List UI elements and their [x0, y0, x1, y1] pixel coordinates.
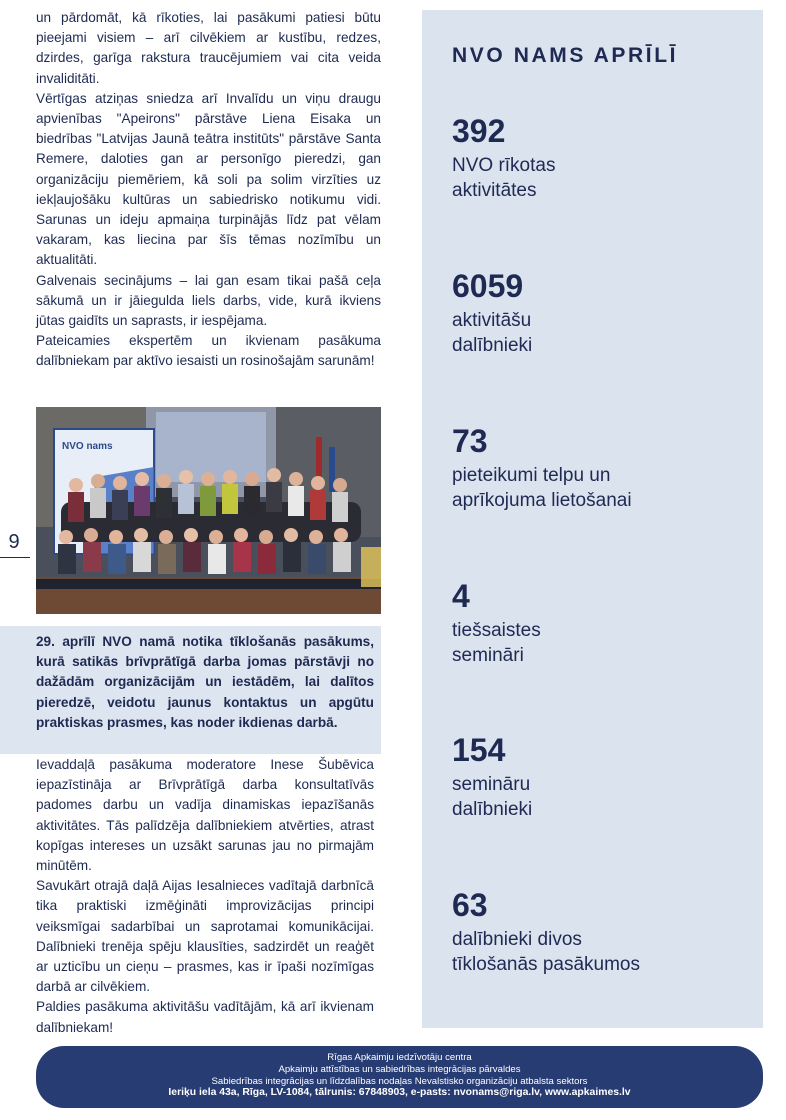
paragraph: un pārdomāt, kā rīkoties, lai pasākumi patiesi būtu pieejami visiem – arī cilvēkiem ar kustību, redzes, dzirdes, garīga rakstura traucējumiem vai cita veida invaliditāti.: [36, 10, 381, 86]
page-number-rule: [0, 557, 30, 558]
stat-item: [452, 887, 752, 977]
article-top-text: [36, 8, 381, 372]
banner-title: NVO nams: [62, 441, 113, 452]
paragraph: Paldies pasākuma aktivitāšu vadītājām, kā arī ikvienam dalībniekam!: [36, 999, 374, 1035]
stat-number: 63: [452, 887, 488, 923]
stat-item: [452, 113, 752, 203]
paragraph: Savukārt otrajā daļā Aijas Iesalnieces vadītajā darbnīcā tika praktiski izmēģināti improvizācijas principi veiksmīgai sadarbībai un saprotamai komunikācijai. Dalībnieki trenēja spēju klausīties, sadzirdēt un reaģēt ar uzticību un cieņu – prasmes, kas ir īpaši nozīmīgas darbā ar cilvēkiem.: [36, 878, 374, 995]
stat-number: 392: [452, 113, 506, 149]
page-number: 9: [8, 531, 20, 553]
sidebar-title: NVO NAMS APRĪLĪ: [452, 44, 679, 67]
stat-number: 73: [452, 423, 488, 459]
stat-item: [452, 268, 752, 358]
stat-number: 4: [452, 578, 470, 614]
footer-line: Rīgas Apkaimju iedzīvotāju centra: [327, 1052, 472, 1063]
stat-item: [452, 423, 752, 513]
paragraph: Ievaddaļā pasākuma moderatore Inese Šubēvica iepazīstināja ar Brīvprātīgā darba konsultatīvās padomes darbu un vadīja dinamiskas iepazīšanās aktivitātes. Tās palīdzēja dalībniekiem atvērties, atrast kopīgas intereses un uzsākt sarunas jau no pirmajām minūtēm.: [36, 757, 374, 874]
stat-label: NVO rīkotas aktivitātes: [452, 155, 556, 201]
stat-label: semināru dalībnieki: [452, 774, 533, 820]
footer-line: Apkaimju attīstības un sabiedrības integrācijas pārvaldes: [278, 1063, 521, 1075]
paragraph: Vērtīgas atziņas sniedza arī Invalīdu un viņu draugu apvienības "Apeirons" pārstāve Liena Eisaka un biedrības "Latvijas Jaunā teātra institūts" pārstāve Santa Remere, daloties gan ar personīgo pieredzi, gan organizāciju piemēriem, kā soli pa solim virzīties uz iekļaujošāku kultūras un sabiedrisko notikumu vidi. Sarunas un ideju apmaiņa turpinājās līdz pat vēlam vakaram, kas liecina par šīs tēmas nozīmību un aktualitāti.: [36, 90, 381, 268]
stat-label: dalībnieki divos tīklošanās pasākumos: [452, 929, 640, 975]
stat-label: aktivitāšu dalībnieki: [452, 310, 533, 356]
stat-label: tiešsaistes semināri: [452, 620, 541, 666]
stat-number: 154: [452, 732, 506, 768]
group-photo: [36, 407, 381, 614]
stat-item: [452, 578, 752, 668]
stats-sidebar: [422, 10, 763, 1028]
footer-line: Sabiedrības integrācijas un līdzdalības nodaļas Nevalstisko organizāciju atbalsta sektors: [211, 1075, 588, 1087]
article-bottom-text: [36, 755, 374, 1038]
footer-banner: [36, 1046, 763, 1108]
paragraph: Pateicamies ekspertēm un ikvienam pasākuma dalībniekam par aktīvo iesaisti un rosinošajām sarunām!: [36, 333, 381, 369]
stat-item: [452, 732, 752, 822]
footer-contact-line: Ieriķu iela 43a, Rīga, LV-1084, tālrunis: 67848903, e-pasts: nvonams@riga.lv, www.apkaimes.lv: [168, 1087, 631, 1099]
paragraph: Galvenais secinājums – lai gan esam tikai pašā ceļa sākumā un ir jāiegulda liels darbs, vide, kurā ikviens jūtas gaidīts un saprasts, ir iespējama.: [36, 272, 381, 329]
highlight-text: 29. aprīlī NVO namā notika tīklošanās pasākums, kurā satikās brīvprātīgā darba jomas pārstāvji no dažādām organizācijām un iestādēm, lai dalītos pieredzē, veidotu jaunus kontaktus un apgūtu praktiskas prasmes, kas noder ikdienas darbā.: [36, 634, 374, 730]
stat-label: pieteikumi telpu un aprīkojuma lietošanai: [452, 465, 632, 511]
stat-number: 6059: [452, 268, 524, 304]
